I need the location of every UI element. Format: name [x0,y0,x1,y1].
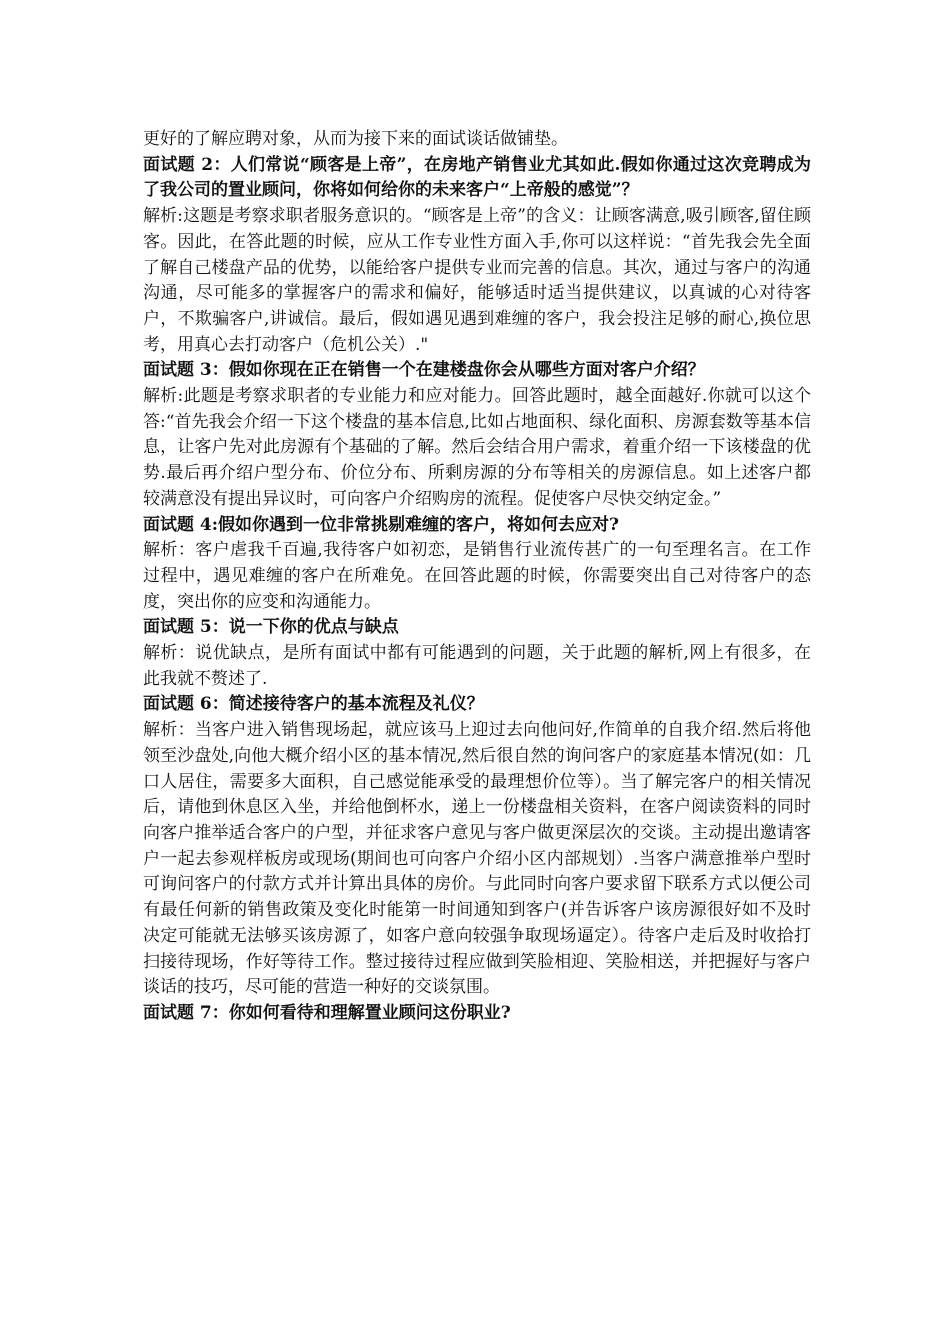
question-3: 面试题 3：假如你现在正在销售一个在建楼盘你会从哪些方面对客户介绍？ [143,360,705,381]
answer-4: 解析：客户虐我千百遍,我待客户如初恋，是销售行业流传甚广的一句至理名言。在工作过程中，遇见难缠的客户在所难免。在回答此题的时候，你需要突出自己对待客户的态度，突出你的应变和沟通能力。 [143,540,811,612]
question-6: 面试题 6：简述接待客户的基本流程及礼仪？ [143,694,484,715]
question-5: 面试题 5：说一下你的优点与缺点 [143,617,399,638]
question-7: 面试题 7：你如何看待和理解置业顾问这份职业? [143,1002,511,1023]
question-2: 面试题 2：人们常说“顾客是上帝”，在房地产销售业尤其如此.假如你通过这次竞聘成为了我公司的置业顾问，你将如何给你的未来客户“上帝般的感觉”？ [143,154,811,201]
qa-item-7 [143,1001,811,1027]
qa-item-3 [143,358,811,512]
intro-text: 更好的了解应聘对象，从而为接下来的面试谈话做铺垫。 [143,129,568,149]
answer-5: 解析：说优缺点，是所有面试中都有可能遇到的问题，关于此题的解析,网上有很多，在此我就不赘述了. [143,643,811,689]
qa-item-2 [143,153,811,359]
intro-block [143,127,811,153]
answer-3: 解析:此题是考察求职者的专业能力和应对能力。回答此题时，越全面越好.你就可以这个答:“首先我会介绍一下这个楼盘的基本信息,比如占地面积、绿化面积、房源套数等基本信息，让客户先对此房源有个基础的了解。然后会结合用户需求，着重介绍一下该楼盘的优势.最后再介绍户型分布、价位分布、所剩房源的分布等相关的房源信息。如上述客户都较满意没有提出异议时，可向客户介绍购房的流程。促使客户尽快交纳定金。” [143,386,811,509]
question-4: 面试题 4:假如你遇到一位非常挑剔难缠的客户，将如何去应对? [143,514,619,535]
answer-2: 解析:这题是考察求职者服务意识的。“顾客是上帝”的含义：让顾客满意,吸引顾客,留住顾客。因此，在答此题的时候，应从工作专业性方面入手,你可以这样说：“首先我会先全面了解自己楼盘产品的优势，以能给客户提供专业而完善的信息。其次，通过与客户的沟通沟通，尽可能多的掌握客户的需求和偏好，能够适时适当提供建议，以真诚的心对待客户，不欺骗客户,讲诚信。最后，假如遇见遇到难缠的客户，我会投注足够的耐心,换位思考，用真心去打动客户（危机公关）." [143,206,811,355]
qa-item-5 [143,615,811,692]
qa-item-4 [143,513,811,616]
qa-item-6 [143,692,811,1000]
answer-6: 解析：当客户进入销售现场起，就应该马上迎过去向他问好,作简单的自我介绍.然后将他领至沙盘处,向他大概介绍小区的基本情况,然后很自然的询问客户的家庭基本情况(如：几口人居住，需要多大面积，自己感觉能承受的最理想价位等）。当了解完客户的相关情况后，请他到休息区入坐，并给他倒杯水，递上一份楼盘相关资料，在客户阅读资料的同时向客户推举适合客户的户型，并征求客户意见与客户做更深层次的交谈。主动提出邀请客户一起去参观样板房或现场(期间也可向客户介绍小区内部规划）.当客户满意推举户型时可询问客户的付款方式并计算出具体的房价。与此同时向客户要求留下联系方式以便公司有最任何新的销售政策及变化时能第一时间通知到客户(并告诉客户该房源很好如不及时决定可能就无法够买该房源了，如客户意向较强争取现场逼定）。待客户走后及时收拾打扫接待现场，作好等待工作。整过接待过程应做到笑脸相迎、笑脸相送，并把握好与客户谈话的技巧，尽可能的营造一种好的交谈氛围。 [143,720,811,998]
document-page [143,127,811,1027]
